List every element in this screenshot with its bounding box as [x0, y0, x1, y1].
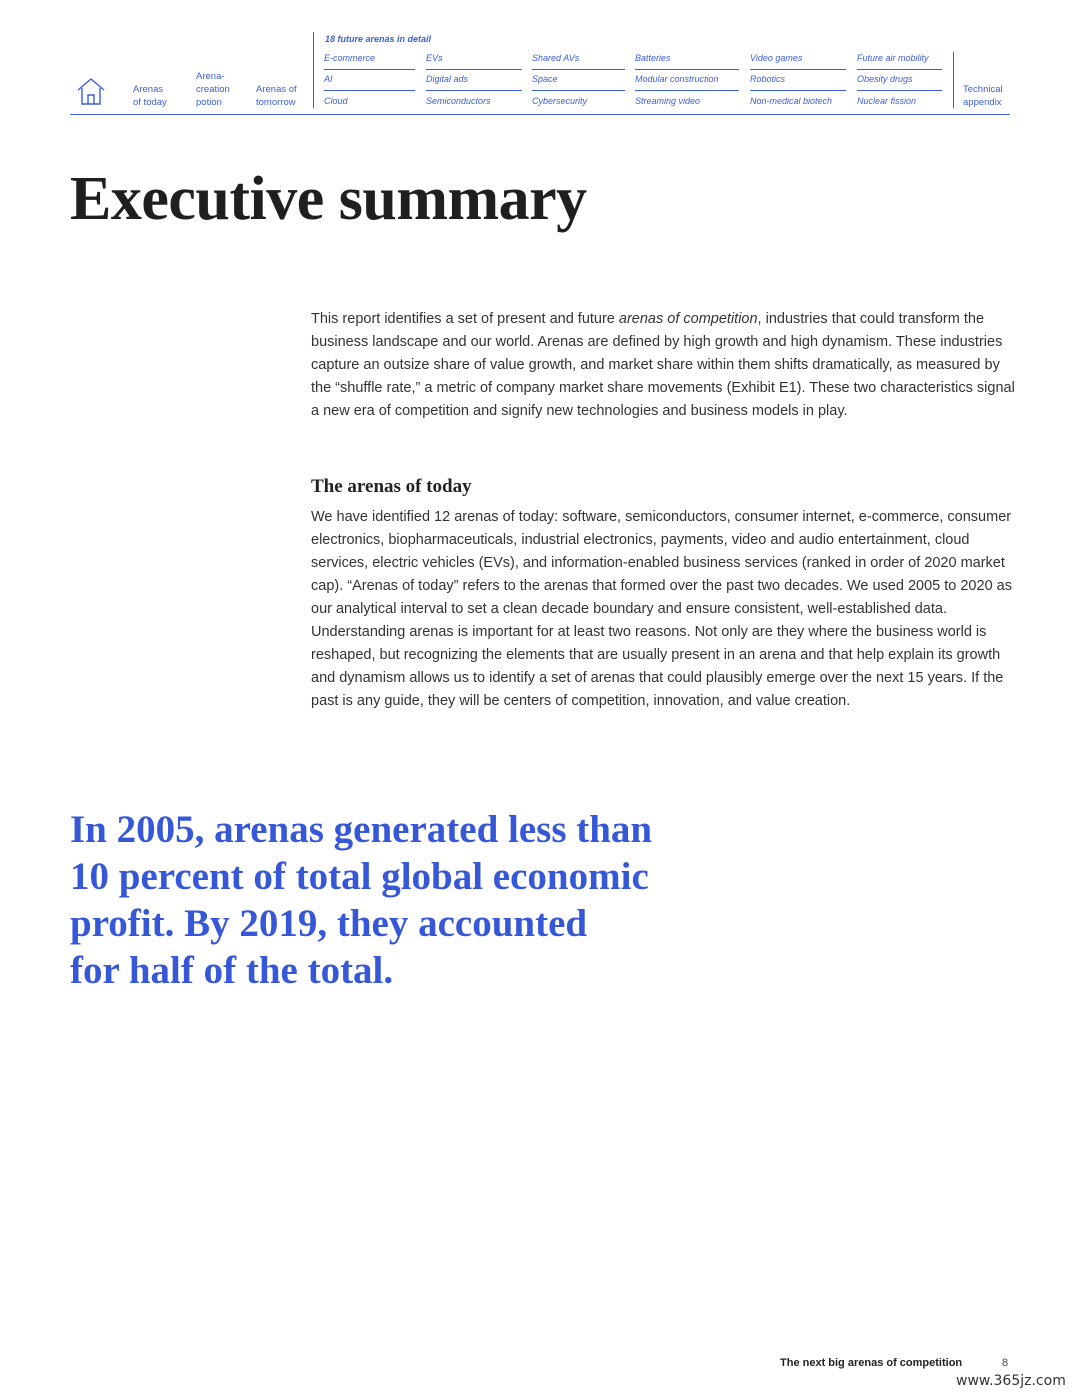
- nav-arenas-of-today-line2: of today: [133, 97, 167, 108]
- future-arena-link[interactable]: Cybersecurity: [532, 96, 588, 106]
- footer-page-number: 8: [1002, 1357, 1009, 1369]
- future-arena-link[interactable]: Obesity drugs: [857, 74, 913, 84]
- nav-arena-creation-line3: potion: [196, 97, 222, 108]
- footer-report-title: The next big arenas of competition: [780, 1357, 963, 1369]
- pull-quote-line-4: for half of the total.: [70, 949, 394, 992]
- pull-quote-line-1: In 2005, arenas generated less than: [70, 808, 653, 851]
- future-arena-link[interactable]: E-commerce: [324, 53, 376, 63]
- pull-quote-line-2: 10 percent of total global economic: [70, 855, 649, 898]
- page-title: Executive summary: [70, 165, 587, 233]
- future-arena-separator: [750, 69, 846, 70]
- intro-emphasis: arenas of competition: [618, 311, 758, 327]
- future-arena-link[interactable]: Cloud: [324, 96, 348, 106]
- nav-arenas-of-today-line1: Arenas: [133, 84, 164, 95]
- future-arena-separator: [532, 69, 625, 70]
- nav-arena-creation-potion[interactable]: [196, 70, 230, 109]
- future-arena-separator: [857, 69, 942, 70]
- future-arena-separator: [857, 90, 942, 91]
- nav-arenas-of-today[interactable]: [133, 83, 167, 109]
- pull-quote: [70, 806, 750, 994]
- future-arena-link[interactable]: Video games: [750, 53, 803, 63]
- future-arena-separator: [426, 69, 522, 70]
- nav-divider-left: [313, 32, 314, 108]
- nav-arena-creation-line1: Arena-: [196, 71, 225, 82]
- nav-arenas-of-tomorrow-line2: tomorrow: [256, 97, 296, 108]
- section-heading: The arenas of today: [311, 476, 472, 497]
- future-arena-link[interactable]: Semiconductors: [426, 96, 491, 106]
- future-arena-separator: [324, 69, 415, 70]
- section-body: We have identified 12 arenas of today: software, semiconductors, consumer internet, e-commerce, consumer electronics, biopharmaceuticals, industrial electronics, payments, video and audio entertainment, cloud services, electric vehicles (EVs), and information-enabled business services (ranked in order of 2020 market cap). “Arenas of today” refers to the arenas that formed over the past two decades. We used 2005 to 2020 as our analytical interval to set a clean decade boundary and ensure consistent, well-established data. Understanding arenas is important for at least two reasons. Not only are they where the business world is reshaped, but recognizing the elements that are usually present in an arena and that help explain its growth and dynamism allows us to identify a set of arenas that could plausibly emerge over the next 15 years. If the past is any guide, they will be centers of competition, innovation, and value creation.: [311, 509, 1012, 709]
- future-arena-link[interactable]: AI: [324, 74, 333, 84]
- future-arena-link[interactable]: Modular construction: [635, 74, 719, 84]
- intro-paragraph: [311, 308, 1016, 423]
- future-arena-link[interactable]: Robotics: [750, 74, 786, 84]
- future-arena-link[interactable]: Non-medical biotech: [750, 96, 833, 106]
- nav-arenas-of-tomorrow-line1: Arenas of: [256, 84, 297, 95]
- watermark: www.365jz.com: [956, 1373, 1066, 1389]
- future-arena-link[interactable]: Streaming video: [635, 96, 701, 106]
- future-arena-separator: [532, 90, 625, 91]
- future-arena-link[interactable]: Future air mobility: [857, 53, 929, 63]
- future-arena-link[interactable]: Nuclear fission: [857, 96, 917, 106]
- intro-text-before: This report identifies a set of present and future: [311, 311, 619, 327]
- intro-text-after: , industries that could transform the business landscape and our world. Arenas are defined by high growth and high dynamism. These industries capture an outsize share of value growth, and market share within them shifts dramatically, as measured by the “shuffle rate,” a metric of company market share movements (Exhibit E1). These two characteristics signal a new era of competition and signify new technologies and business models in play.: [311, 311, 1015, 419]
- future-arena-separator: [750, 90, 846, 91]
- future-arenas-title: 18 future arenas in detail: [325, 34, 432, 44]
- home-icon[interactable]: [76, 76, 106, 106]
- future-arena-link[interactable]: EVs: [426, 53, 443, 63]
- future-arena-separator: [635, 69, 739, 70]
- future-arena-separator: [324, 90, 415, 91]
- nav-technical-appendix-line1: Technical: [963, 84, 1003, 95]
- top-navigation: [0, 0, 1080, 120]
- nav-divider-right: [953, 52, 954, 108]
- nav-technical-appendix[interactable]: [963, 83, 1003, 109]
- pull-quote-line-3: profit. By 2019, they accounted: [70, 902, 588, 945]
- future-arena-link[interactable]: Shared AVs: [532, 53, 580, 63]
- future-arena-separator: [635, 90, 739, 91]
- nav-bottom-rule: [70, 114, 1010, 115]
- nav-technical-appendix-line2: appendix: [963, 97, 1002, 108]
- future-arena-link[interactable]: Batteries: [635, 53, 671, 63]
- future-arena-link[interactable]: Digital ads: [426, 74, 469, 84]
- future-arena-separator: [426, 90, 522, 91]
- nav-arenas-of-tomorrow[interactable]: [256, 83, 297, 109]
- future-arena-link[interactable]: Space: [532, 74, 558, 84]
- nav-arena-creation-line2: creation: [196, 84, 230, 95]
